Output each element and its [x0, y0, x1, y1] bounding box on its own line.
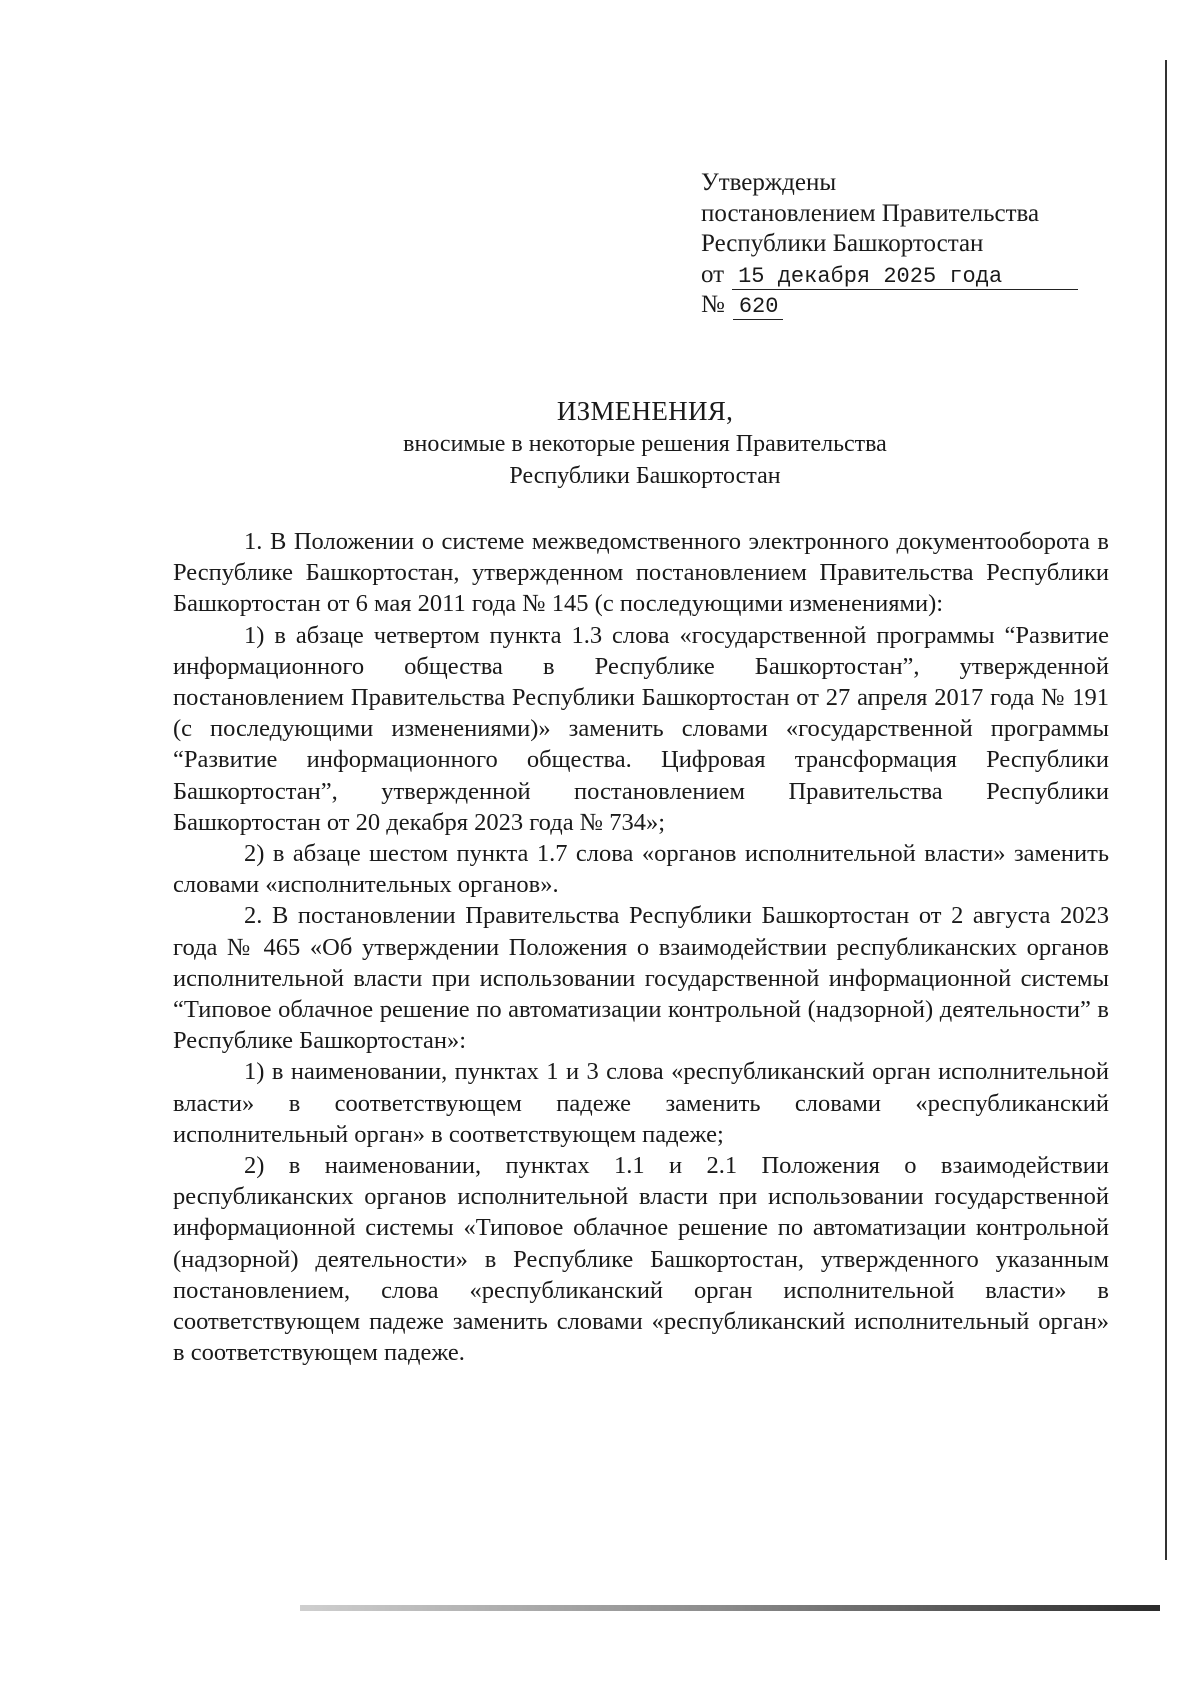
document-subtitle-line-1: вносимые в некоторые решения Правительства — [403, 431, 887, 457]
paragraph-1: 1. В Положении о системе межведомственного электронного документооборота в Республике Башкортостан, утвержденном постановлением Правительства Республики Башкортостан от 6 мая 2011 года № 145 (с последующими изменениями): — [173, 528, 1109, 618]
scan-edge-right — [1165, 60, 1167, 1560]
document-body — [173, 526, 1109, 1368]
paragraph-1-item-1: 1) в абзаце четвертом пункта 1.3 слова «государственной программы “Развитие информационного общества в Республике Башкортостан”, утвержденной постановлением Правительства Республики Башкортостан от 27 апреля 2017 года № 191 (с последующими изменениями)» заменить словами «государственной программы “Развитие информационного общества. Цифровая трансформация Республики Башкортостан”, утвержденной постановлением Правительства Республики Башкортостан от 20 декабря 2023 года № 734»; — [173, 621, 1109, 836]
approval-block — [701, 168, 1121, 321]
paragraph-1-item-2: 2) в абзаце шестом пункта 1.7 слова «органов исполнительной власти» заменить словами «исполнительных органов». — [173, 840, 1109, 899]
approval-line-2: постановлением Правительства — [701, 199, 1040, 227]
approval-line-1: Утверждены — [701, 169, 837, 196]
approval-line-3: Республики Башкортостан — [701, 230, 984, 257]
approval-number-value: 620 — [733, 295, 783, 320]
approval-number-line — [701, 290, 1121, 321]
approval-date-line — [701, 260, 1121, 291]
scan-edge-bottom — [300, 1605, 1160, 1611]
document-subtitle — [0, 428, 1200, 492]
paragraph-2-item-1: 1) в наименовании, пунктах 1 и 3 слова «республиканский орган исполнительной власти» в соответствующем падеже заменить словами «республиканский исполнительный орган» в соответствующем падеже; — [173, 1058, 1109, 1148]
document-subtitle-line-2: Республики Башкортостан — [509, 463, 781, 489]
paragraph-2: 2. В постановлении Правительства Республики Башкортостан от 2 августа 2023 года № 465 «Об утверждении Положения о взаимодействии республиканских органов исполнительной власти при использовании государственной информационной системы “Типовое облачное решение по автоматизации контрольной (надзорной) деятельности” в Республике Башкортостан»: — [173, 902, 1109, 1055]
approval-date-value: 15 декабря 2025 года — [732, 265, 1078, 290]
approval-number-prefix: № — [701, 291, 725, 318]
document-title: ИЗМЕНЕНИЯ, — [556, 396, 734, 426]
paragraph-2-item-2: 2) в наименовании, пунктах 1.1 и 2.1 Положения о взаимодействии республиканских органов исполнительной власти при использовании государственной информационной системы «Типовое облачное решение по автоматизации контрольной (надзорной) деятельности» в Республике Башкортостан, утвержденного указанным постановлением, слова «республиканский орган исполнительной власти» в соответствующем падеже заменить словами «республиканский исполнительный орган» в соответствующем падеже. — [173, 1152, 1109, 1367]
approval-date-prefix: от — [701, 260, 725, 288]
